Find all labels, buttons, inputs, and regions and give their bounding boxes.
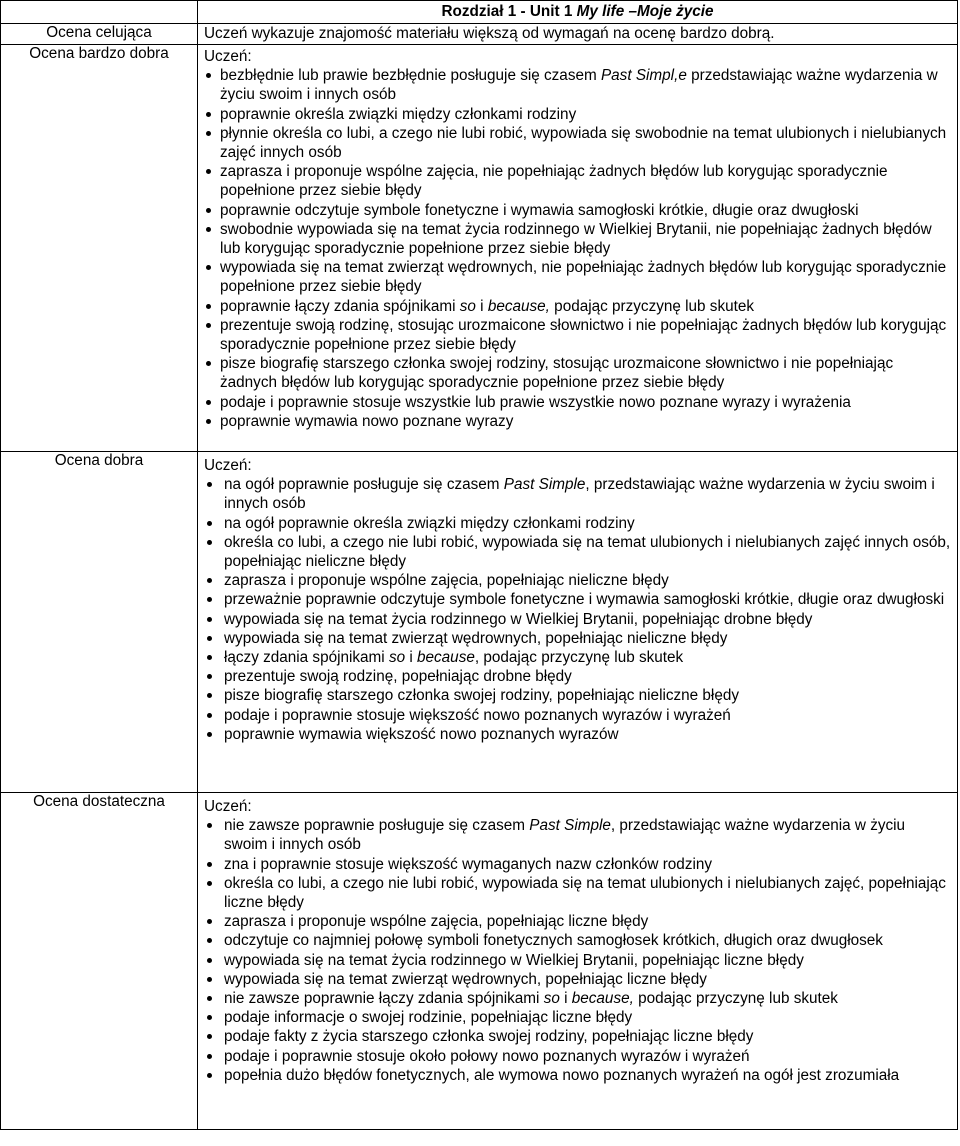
grade-label-dobra [1,452,198,793]
criterion-item [204,316,951,354]
criterion-text: przedstawiając ważne wydarzenia w życiu swoim i innych osób [220,67,938,104]
criterion-text: podaje informacje o swojej rodzinie, popełniając liczne błędy [224,1009,633,1027]
criterion-text: podaje fakty z życia starszego członka swojej rodziny, popełniając liczne błędy [224,1028,754,1046]
criterion-item [204,931,951,950]
criterion-text: i [559,990,572,1008]
criterion-text: zaprasza i proponuje wspólne zajęcia, popełniając liczne błędy [224,913,649,931]
criterion-text: prezentuje swoją rodzinę, popełniając drobne błędy [224,668,572,686]
criterion-item [204,629,951,648]
criterion-text: Past Simpl,e [600,67,687,85]
criterion-text: i [405,649,418,667]
grade-label-text: Ocena celująca [46,24,152,41]
grade-label-text: Ocena dostateczna [33,793,165,810]
criterion-text: , przedstawiając ważne wydarzenia w życiu swoim i innych osób [224,817,906,854]
grade-lead: Uczeń: [204,48,252,65]
grade-row-dobra [1,452,958,793]
criterion-text: odczytuje co najmniej połowę symboli fonetycznych samogłosek krótkich, długich oraz dwugłosek [224,932,883,950]
criterion-text: , podając przyczynę lub skutek [474,649,684,667]
criterion-item [204,725,951,744]
chapter-title-prefix: Rozdział 1 - Unit 1 [441,3,577,20]
criterion-item [204,1066,951,1085]
criterion-text: pisze biografię starszego członka swojej rodziny, popełniając nieliczne błędy [224,687,739,705]
criterion-text: podaje i poprawnie stosuje wszystkie lub prawie wszystkie nowo poznane wyrazy i wyrażenia [220,393,851,411]
criterion-text: , przedstawiając ważne wydarzenia w życiu swoim i innych osób [224,476,935,513]
criterion-text: bezbłędnie lub prawie bezbłędnie posługuje się czasem [220,67,601,85]
criterion-item [204,201,951,220]
criterion-item [204,912,951,931]
criterion-text: zaprasza i proponuje wspólne zajęcia, nie popełniając żadnych błędów lub korygując sporadycznie popełnione przez siebie błędy [220,163,888,200]
criterion-item [204,686,951,705]
title-row [1,1,958,24]
criteria-block [198,452,957,748]
criterion-text: i [475,297,488,315]
grade-label-text: Ocena dobra [54,452,144,469]
grade-content-dostateczna [198,793,958,1130]
criterion-text: na ogół poprawnie posługuje się czasem [224,476,504,494]
grade-content-celujaca [198,24,958,45]
criterion-item [204,667,951,686]
criterion-item [204,258,951,296]
criterion-item [204,475,951,513]
chapter-title [198,1,958,24]
criterion-text: nie zawsze poprawnie posługuje się czasem [224,817,530,835]
criterion-item [204,989,951,1008]
criteria-block [198,793,957,1089]
criteria-list [204,66,951,431]
criterion-item [204,220,951,258]
criterion-item [204,590,951,609]
criterion-text: popełnia dużo błędów fonetycznych, ale wymowa nowo poznanych wyrażeń na ogół jest zrozumiała [224,1066,900,1084]
criterion-text: swobodnie wypowiada się na temat życia rodzinnego w Wielkiej Brytanii, nie popełniając żadnych błędów lub korygując sporadycznie popełnione przez siebie błędy [220,220,932,258]
criterion-text: wypowiada się na temat życia rodzinnego w Wielkiej Brytanii, popełniając liczne błędy [224,951,804,969]
criterion-item [204,1008,951,1027]
criterion-text: poprawnie wymawia większość nowo poznanych wyrazów [224,725,619,743]
criterion-text: podaje i poprawnie stosuje około połowy nowo poznanych wyrazów i wyrażeń [224,1047,750,1065]
criterion-text: wypowiada się na temat zwierząt wędrownych, popełniając liczne błędy [224,970,707,988]
criteria-list [204,475,951,744]
criterion-item [204,855,951,874]
criterion-text: zna i poprawnie stosuje większość wymaganych nazw członków rodziny [224,855,713,873]
criterion-item [204,105,951,124]
grade-content-dobra [198,452,958,793]
grade-label-text: Ocena bardzo dobra [29,45,169,62]
criterion-item [204,706,951,725]
criterion-item [204,1047,951,1066]
criterion-item [204,297,951,316]
grade-row-celujaca [1,24,958,45]
criterion-item [204,354,951,392]
criterion-text: płynnie określa co lubi, a czego nie lubi robić, wypowiada się swobodnie na temat ulubionych i nielubianych zajęć innych osób [220,124,947,162]
criterion-text: because, [487,297,550,315]
criterion-item [204,571,951,590]
criterion-text: podaje i poprawnie stosuje większość nowo poznanych wyrazów i wyrażeń [224,706,731,724]
criterion-item [204,66,951,104]
criterion-text: łączy zdania spójnikami [224,649,389,667]
criterion-text: because, [571,990,634,1008]
criterion-text: zaprasza i proponuje wspólne zajęcia, popełniając nieliczne błędy [224,572,669,590]
criterion-item [204,514,951,533]
criterion-text: Past Simple [529,817,611,835]
criterion-text: podając przyczynę lub skutek [549,297,755,315]
criterion-text: określa co lubi, a czego nie lubi robić, wypowiada się na temat ulubionych i nielubianych zajęć, popełniając liczne błędy [224,874,946,912]
criterion-text: wypowiada się na temat życia rodzinnego w Wielkiej Brytanii, popełniając drobne błędy [224,610,813,628]
criterion-text: wypowiada się na temat zwierząt wędrownych, popełniając nieliczne błędy [224,629,728,647]
criterion-text: poprawnie odczytuje symbole fonetyczne i wymawia samogłoski krótkie, długie oraz dwugłoski [220,201,859,219]
criterion-text: poprawnie określa związki między członkami rodziny [220,105,577,123]
criterion-text: prezentuje swoją rodzinę, stosując urozmaicone słownictwo i nie popełniając żadnych błędów lub korygując sporadycznie popełnione przez siebie błędy [220,316,947,354]
criterion-text: because [417,649,475,667]
grade-content-bardzo-dobra [198,45,958,452]
grade-label-bardzo-dobra [1,45,198,452]
criterion-text: so [543,990,560,1008]
criterion-item [204,162,951,200]
criteria-list [204,816,951,1085]
criterion-item [204,124,951,162]
criterion-text: na ogół poprawnie określa związki między członkami rodziny [224,514,635,532]
criterion-text: określa co lubi, a czego nie lubi robić, wypowiada się na temat ulubionych i nielubianych zajęć innych osób, popełniając nieliczne błędy [224,533,951,571]
criterion-item [204,533,951,571]
grade-lead: Uczeń: [204,457,252,474]
criterion-text: Past Simple [503,476,586,494]
criterion-text: nie zawsze poprawnie łączy zdania spójnikami [224,990,544,1008]
chapter-title-italic: My life –Moje życie [576,3,714,20]
grade-label-dostateczna [1,793,198,1130]
criterion-item [204,951,951,970]
criterion-item [204,874,951,912]
criterion-item [204,610,951,629]
criterion-text: wypowiada się na temat zwierząt wędrownych, nie popełniając żadnych błędów lub korygując sporadycznie popełnione przez siebie błędy [220,259,947,296]
criterion-text: poprawnie wymawia nowo poznane wyrazy [220,412,514,430]
grade-label-celujaca [1,24,198,45]
criterion-text: so [388,649,406,667]
criterion-item [204,1027,951,1046]
criterion-item [204,816,951,854]
criterion-text: pisze biografię starszego członka swojej rodziny, stosując urozmaicone słownictwo i nie popełniając żadnych błędów lub korygując sporadycznie popełnione przez siebie błędy [220,355,894,392]
criterion-item [204,393,951,412]
grade-lead: Uczeń wykazuje znajomość materiału większą od wymagań na ocenę bardzo dobrą. [204,25,775,42]
grade-row-dostateczna [1,793,958,1130]
corner-cell [1,1,198,24]
criterion-text: podając przyczynę lub skutek [633,990,838,1008]
criterion-text: poprawnie łączy zdania spójnikami [220,297,460,315]
criterion-item [204,970,951,989]
criteria-block [198,45,957,435]
criterion-item [204,648,951,667]
grade-row-bardzo-dobra [1,45,958,452]
criterion-item [204,412,951,431]
criterion-text: so [459,297,476,315]
criterion-text: przeważnie poprawnie odczytuje symbole fonetyczne i wymawia samogłoski krótkie, długie oraz dwugłoski [224,591,945,609]
grade-lead: Uczeń: [204,798,252,815]
